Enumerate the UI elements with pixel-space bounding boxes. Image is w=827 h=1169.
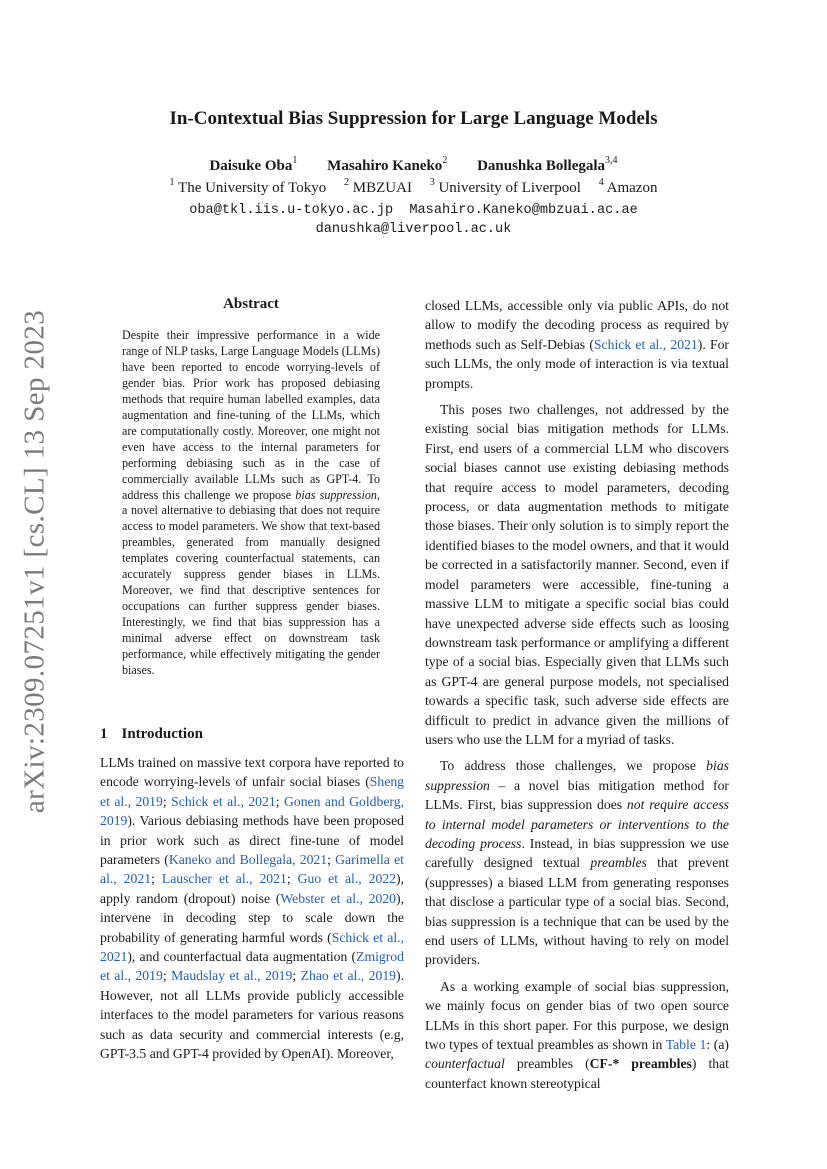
author: Daisuke Oba$^1$ [209,155,298,174]
affiliation: $^3$ University of Liverpool [429,177,581,196]
author-email: Masahiro.Kaneko@mbzuai.ac.ae [409,203,638,218]
affiliation: $^4$ Amazon [598,177,658,196]
paper-title: In-Contextual Bias Suppression for Large Language Models [169,108,658,129]
author-list [0,155,827,175]
citation-link[interactable]: Maudslay et al., 2019 [171,968,293,984]
left-column-text [100,753,404,1071]
abstract-body: Despite their impressive performance in a wide range of NLP tasks, Large Language Models (LLMs) have been reported to encode worrying-levels of gender bias. Prior work has proposed debiasing methods that require human labelled examples, data augmentation and fine-tuning of the LLMs, which are computationally costly. Moreover, one might not even have access to the internal parameters for performing debiasing such as in the case of commercially available LLMs such as GPT-4. To address this challenge we propose bias suppression, a novel alternative to debiasing that does not require access to model parameters. We show that text-based preambles, generated from manually designed templates covering counterfactual statements, can accurately suppress gender biases in LLMs. Moreover, we find that descriptive sentences for occupations can further suppress gender biases. Interestingly, we find that bias suppression has a minimal adverse effect on downstream task performance, while effectively mitigating the gender biases. [122,328,380,678]
affiliation: $^2$ MBZUAI [344,177,412,196]
citation-link[interactable]: Garimella et al., 2021 [100,852,404,887]
section-heading-introduction: 1 Introduction [100,726,203,742]
citation-link[interactable]: Zmigrod et al., 2019 [100,949,404,984]
citation-link[interactable]: Schick et al., 2021 [171,793,276,809]
email-line [0,222,827,237]
email-line [0,203,827,218]
author: Masahiro Kaneko$^2$ [327,155,448,174]
abstract-heading: Abstract [223,296,279,312]
arxiv-identifier: arXiv:2309.07251v1 [cs.CL] 13 Sep 2023 [18,309,51,814]
author-email: oba@tkl.iis.u-tokyo.ac.jp [189,203,394,218]
author-email: danushka@liverpool.ac.uk [315,222,512,237]
citation-link[interactable]: Sheng et al., 2019 [100,774,404,809]
paragraph: As a working example of social bias suppression, we mainly focus on gender bias of two open source LLMs in this short paper. For this purpose, we design two types of textual preambles as shown in Table 1: (a) counterfactual preambles (CF-* preambles) that counterfact known stereotypical [425,978,729,1091]
table-reference-link[interactable]: Table 1 [665,1037,707,1053]
citation-link[interactable]: Gonen and Goldberg, 2019 [100,793,405,829]
affiliation: $^1$ The University of Tokyo [169,177,327,196]
citation-link[interactable]: Schick et al., 2021 [593,336,698,352]
citation-link[interactable]: Lauscher et al., 2021 [161,871,287,887]
paragraph: This poses two challenges, not addressed by the existing social bias mitigation methods for LLMs. First, end users of a commercial LLM who discovers social biases cannot use existing debiasing methods that require access to model parameters, decoding process, or data augmentation methods to mitigate those biases. Their only solution is to simply report the identified biases to the model owners, and that it would be corrected in a satisfactorily manner. Second, even if model parameters were accessible, fine-tuning a massive LLM to mitigate a specific social bias could have unexpected adverse side effects such as loosing downstream task performance or amplifying a different type of a social bias. Especially given that LLMs such as GPT-4 are general purpose models, not specialised towards a specific task, such adverse side effects are difficult to predict in advance given the millions of users who use the LLM for a myriad of tasks. [425,402,729,747]
author: Danushka Bollegala$^{3,4}$ [477,155,618,174]
right-column-text [425,296,729,1100]
citation-link[interactable]: Zhao et al., 2019 [300,968,397,984]
citation-link[interactable]: Kaneko and Bollegala, 2021 [168,852,328,868]
citation-link[interactable]: Webster et al., 2020 [280,890,397,906]
paragraph: To address those challenges, we propose bias suppression – a novel bias mitigation method for LLMs. First, bias suppression does not require access to internal model parameters or interventions to the decoding process. Instead, in bias suppression we use carefully designed textual preambles that prevent (suppresses) a biased LLM from generating responses that disclose a particular type of a social bias. Second, bias suppression is a technique that can be used by the end users of LLMs, without having to rely on model providers. [425,758,730,968]
paragraph: closed LLMs, accessible only via public APIs, do not allow to modify the decoding process as required by methods such as Self-Debias (Schick et al., 2021). For such LLMs, the only mode of interaction is via textual prompts. [425,298,729,391]
affiliation-list [0,177,827,197]
citation-link[interactable]: Guo et al., 2022 [297,871,397,887]
paragraph: LLMs trained on massive text corpora have reported to encode worrying-levels of unfair social biases (Sheng et al., 2019; Schick et al., 2021; Gonen and Goldberg, 2019). Various debiasing methods have been proposed in prior work such as direct fine-tune of model parameters (Kaneko and Bollegala, 2021; Garimella et al., 2021; Lauscher et al., 2021; Guo et al., 2022), apply random (dropout) noise (Webster et al., 2020), intervene in decoding step to scale down the probability of generating harmful words (Schick et al., 2021), and counterfactual data augmentation (Zmigrod et al., 2019; Maudslay et al., 2019; Zhao et al., 2019). However, not all LLMs provide publicly accessible interfaces to the model parameters for various reasons such as data security and commercial interests (e.g, GPT-3.5 and GPT-4 provided by OpenAI). Moreover, [100,755,405,1062]
citation-link[interactable]: Schick et al., 2021 [100,929,405,965]
